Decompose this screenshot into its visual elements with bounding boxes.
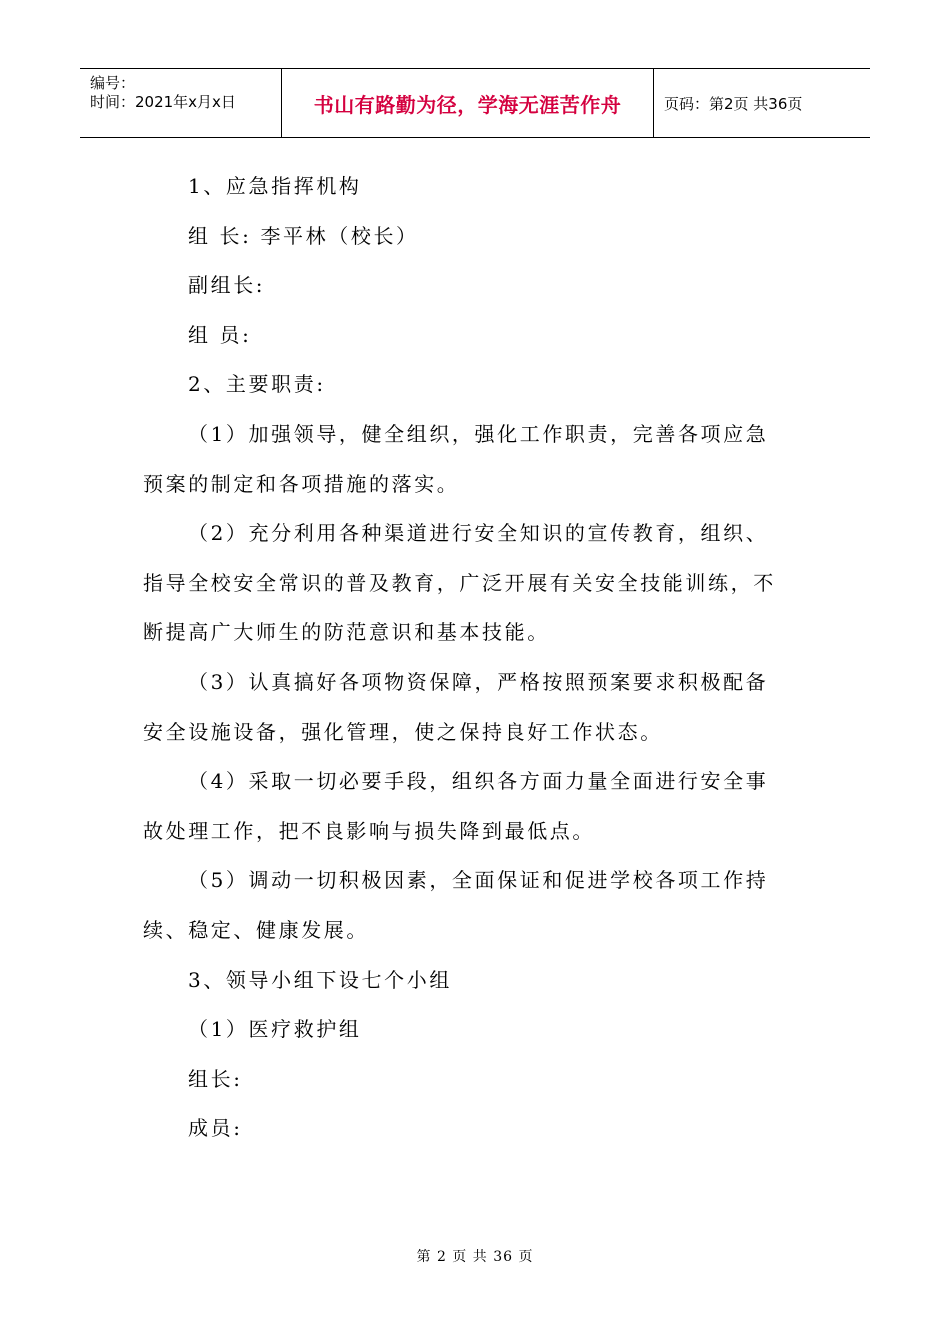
paragraph-line: 指导全校安全常识的普及教育，广泛开展有关安全技能训练，不 xyxy=(143,570,776,595)
paragraph-line: 续、稳定、健康发展。 xyxy=(143,917,369,942)
leader-line: 组 长: 李平林（校长） xyxy=(188,223,419,248)
section-heading: 2、主要职责: xyxy=(188,372,326,397)
group-members-line: 成员: xyxy=(188,1116,243,1141)
header-page-info: 页码：第2页 共36页 xyxy=(664,94,803,113)
section-heading: 3、领导小组下设七个小组 xyxy=(188,967,452,992)
paragraph-line: （5）调动一切积极因素，全面保证和促进学校各项工作持 xyxy=(188,868,769,893)
document-number-label: 编号： xyxy=(90,74,136,92)
section-heading: 1、应急指挥机构 xyxy=(188,174,362,198)
document-header xyxy=(80,68,870,138)
page-footer: 第 2 页 共 36 页 xyxy=(416,1249,534,1265)
document-body xyxy=(143,166,808,1158)
group-leader-line: 组长: xyxy=(188,1066,243,1091)
paragraph-line: （1）加强领导，健全组织，强化工作职责，完善各项应急 xyxy=(188,421,769,446)
paragraph-line: （2）充分利用各种渠道进行安全知识的宣传教育，组织、 xyxy=(188,521,769,546)
header-meta xyxy=(80,69,282,137)
paragraph-line: 断提高广大师生的防范意识和基本技能。 xyxy=(143,620,550,645)
paragraph-line: 故处理工作，把不良影响与损失降到最低点。 xyxy=(143,818,595,843)
members-line: 组 员: xyxy=(188,322,252,347)
subsection-heading: （1）医疗救护组 xyxy=(188,1017,362,1042)
paragraph-line: 预案的制定和各项措施的落实。 xyxy=(143,471,460,496)
header-motto: 书山有路勤为径，学海无涯苦作舟 xyxy=(282,69,654,137)
deputy-leader-line: 副组长: xyxy=(188,273,266,298)
paragraph-line: （4）采取一切必要手段，组织各方面力量全面进行安全事 xyxy=(188,769,769,794)
document-date: 时间：2021年x月x日 xyxy=(90,93,236,111)
paragraph-line: （3）认真搞好各项物资保障，严格按照预案要求积极配备 xyxy=(188,669,769,694)
paragraph-line: 安全设施设备，强化管理，使之保持良好工作状态。 xyxy=(143,719,663,744)
